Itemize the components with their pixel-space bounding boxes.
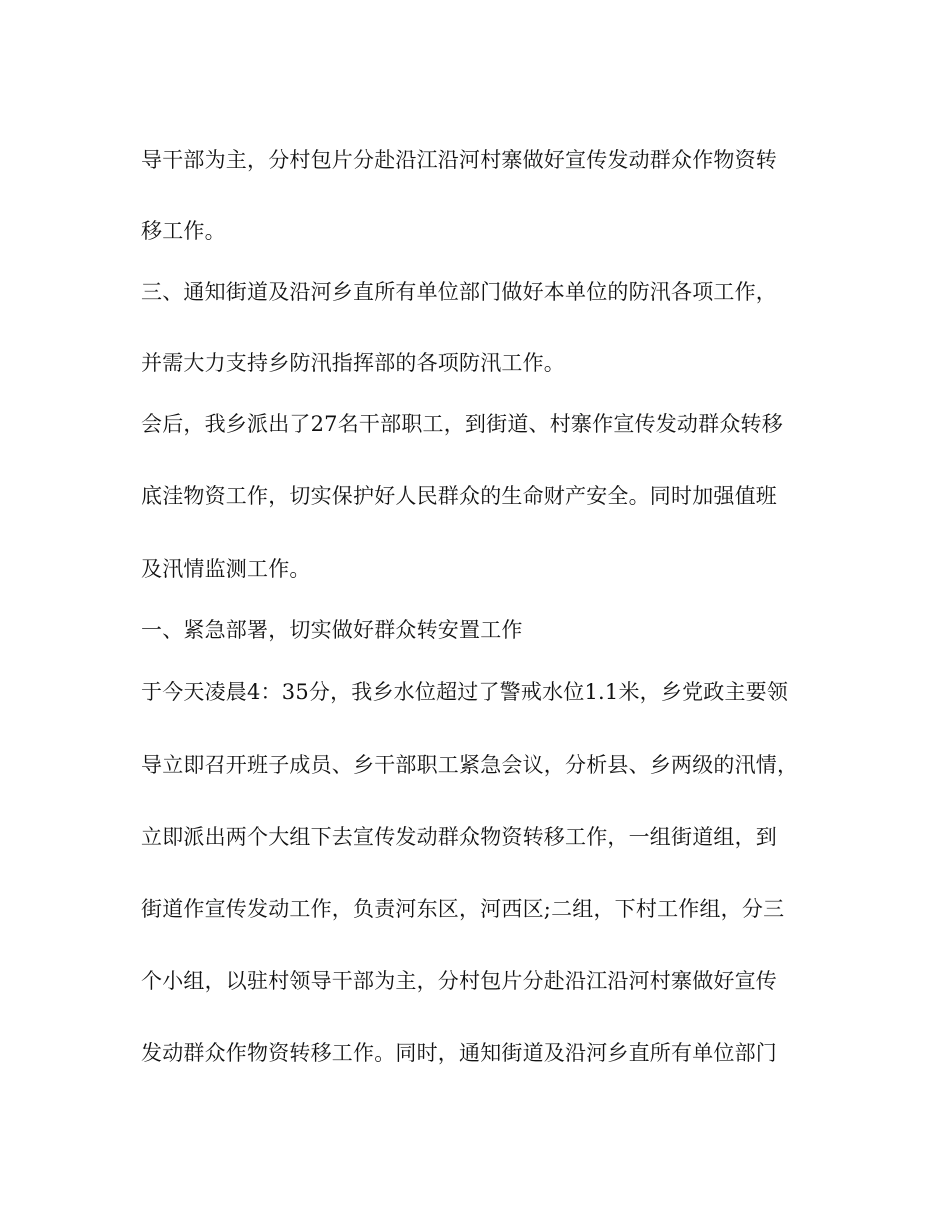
text-line: 及汛情监测工作。 — [141, 557, 311, 581]
text-line: 于今天凌晨4：35分，我乡水位超过了警戒水位1.1米，乡党政主要领 — [141, 680, 789, 704]
text-line: 并需大力支持乡防汛指挥部的各项防汛工作。 — [141, 351, 565, 375]
text-line: 个小组，以驻村领导干部为主，分村包片分赴沿江沿河村寨做好宣传 — [141, 969, 777, 993]
text-line: 导干部为主，分村包片分赴沿江沿河村寨做好宣传发动群众作物资转 — [141, 148, 777, 172]
text-line: 街道作宣传发动工作，负责河东区，河西区;二组，下村工作组，分三 — [141, 897, 785, 921]
text-line: 导立即召开班子成员、乡干部职工紧急会议，分析县、乡两级的汛情， — [141, 753, 799, 777]
text-line: 移工作。 — [141, 219, 226, 243]
text-line: 底洼物资工作，切实保护好人民群众的生命财产安全。同时加强值班 — [141, 484, 777, 508]
text-line: 发动群众作物资转移工作。同时，通知街道及沿河乡直所有单位部门 — [141, 1041, 777, 1065]
text-line: 立即派出两个大组下去宣传发动群众物资转移工作，一组街道组，到 — [141, 825, 777, 849]
text-line: 会后，我乡派出了27名干部职工，到街道、村寨作宣传发动群众转移 — [141, 412, 783, 436]
text-line: 三、通知街道及沿河乡直所有单位部门做好本单位的防汛各项工作， — [141, 280, 777, 304]
section-heading: 一、紧急部署，切实做好群众转安置工作 — [141, 618, 523, 642]
